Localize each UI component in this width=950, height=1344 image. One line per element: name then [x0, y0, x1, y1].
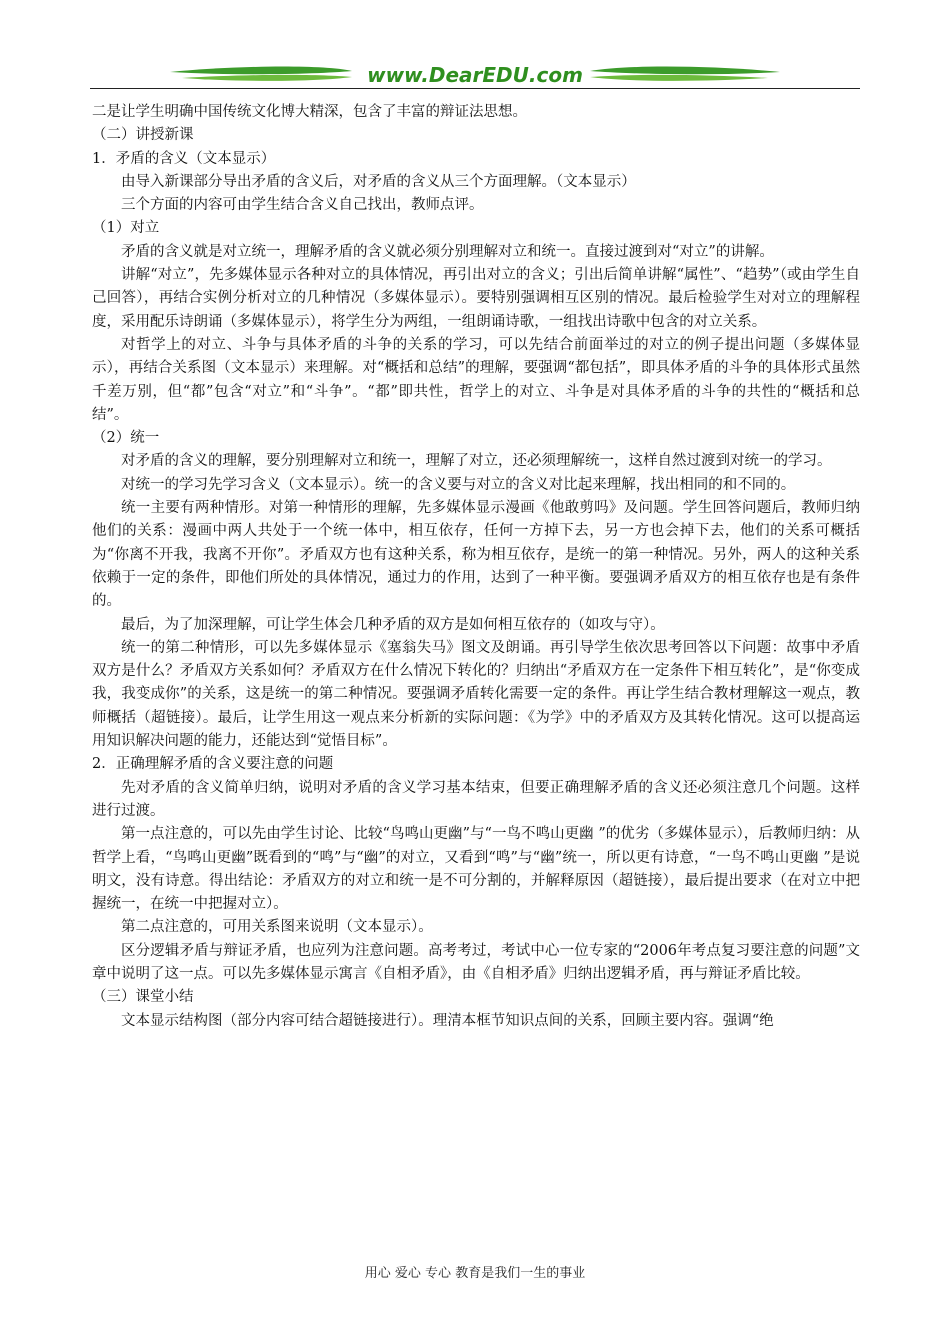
section-heading: （三）课堂小结 — [92, 989, 194, 1006]
site-logo-text: www.DearEDU.com — [367, 63, 583, 87]
paragraph: 三个方面的内容可由学生结合含义自己找出，教师点评。 — [121, 197, 484, 214]
paragraph: 矛盾的含义就是对立统一，理解矛盾的含义就必须分别理解对立和统一。直接过渡到对“对立”的讲解。 — [121, 243, 774, 260]
paragraph: 二是让学生明确中国传统文化博大精深，包含了丰富的辩证法思想。 — [92, 104, 527, 120]
document-body — [92, 101, 860, 1033]
section-heading: （2）统一 — [92, 430, 160, 447]
paragraph: 对矛盾的含义的理解，要分别理解对立和统一，理解了对立，还必须理解统一，这样自然过渡到对统一的学习。 — [121, 453, 832, 470]
paragraph: 第一点注意的，可以先由学生讨论、比较“鸟鸣山更幽”与“一鸟不鸣山更幽 ”的优劣（多媒体显示），后教师归纳：从哲学上看，“鸟鸣山更幽”既看到的“鸣”与“幽”的对立，又看到“鸣”与“幽”统一，所以更有诗意，“一鸟不鸣山更幽 ”是说明文，没有诗意。得出结论：矛盾双方的对立和统一是不可分割的，并解释原因（超链接），最后提出要求（在对立中把握统一，在统一中把握对立）。 — [92, 826, 860, 913]
paragraph: 区分逻辑矛盾与辩证矛盾，也应列为注意问题。高考考过，考试中心一位专家的“2006年考点复习要注意的问题”文章中说明了这一点。可以先多媒体显示寓言《自相矛盾》，由《自相矛盾》归纳出逻辑矛盾，再与辩证矛盾比较。 — [92, 942, 860, 982]
paragraph: 对哲学上的对立、斗争与具体矛盾的斗争的关系的学习，可以先结合前面举过的对立的例子提出问题（多媒体显示），再结合关系图（文本显示）来理解。对“概括和总结”的理解，要强调“都包括”，即具体矛盾的斗争的具体形式虽然千差万别，但“都”包含“对立”和“斗争”。“都”即共性，哲学上的对立、斗争是对具体矛盾的斗争的共性的“概括和总结”。 — [92, 336, 860, 423]
paragraph: 最后，为了加深理解，可让学生体会几种矛盾的双方是如何相互依存的（如攻与守）。 — [121, 616, 665, 633]
section-heading: （二）讲授新课 — [92, 127, 194, 144]
section-heading: 2．正确理解矛盾的含义要注意的问题 — [92, 756, 334, 773]
paragraph: 由导入新课部分导出矛盾的含义后，对矛盾的含义从三个方面理解。（文本显示） — [121, 173, 636, 190]
paragraph: 统一主要有两种情形。对第一种情形的理解，先多媒体显示漫画《他敢剪吗》及问题。学生回答问题后，教师归纳他们的关系：漫画中两人共处于一个统一体中，相互依存，任何一方掉下去，另一方也会掉下去，他们的关系可概括为“你离不开我，我离不开你”。矛盾双方也有这种关系，称为相互依存，是统一的第一种情况。另外，两人的这种关系依赖于一定的条件，即他们所处的具体情况，通过力的作用，达到了一种平衡。要强调矛盾双方的相互依存也是有条件的。 — [92, 500, 860, 610]
paragraph: 讲解“对立”，先多媒体显示各种对立的具体情况，再引出对立的含义；引出后简单讲解“属性”、“趋势”（或由学生自己回答），再结合实例分析对立的几种情况（多媒体显示）。要特别强调相互区别的情况。最后检验学生对对立的理解程度，采用配乐诗朗诵（多媒体显示），将学生分为两组，一组朗诵诗歌，一组找出诗歌中包含的对立关系。 — [92, 267, 860, 330]
site-header-banner — [90, 58, 860, 92]
header-divider — [90, 88, 860, 89]
green-swoosh-logo — [90, 58, 860, 92]
paragraph: 统一的第二种情形，可以先多媒体显示《塞翁失马》图文及朗诵。再引导学生依次思考回答以下问题：故事中矛盾双方是什么？矛盾双方关系如何？矛盾双方在什么情况下转化的？归纳出“矛盾双方在一定条件下相互转化”，是“你变成我，我变成你”的关系，这是统一的第二种情况。要强调矛盾转化需要一定的条件。再让学生结合教材理解这一观点，教师概括（超链接）。最后，让学生用这一观点来分析新的实际问题：《为学》中的矛盾双方及其转化情况。这可以提高运用知识解决问题的能力，还能达到“觉悟目标”。 — [92, 639, 860, 750]
paragraph: 先对矛盾的含义简单归纳，说明对矛盾的含义学习基本结束，但要正确理解矛盾的含义还必须注意几个问题。这样进行过渡。 — [92, 779, 860, 819]
section-heading: 1．矛盾的含义（文本显示） — [92, 150, 276, 167]
page-footer: 用心 爱心 专心 教育是我们一生的事业 — [364, 1266, 586, 1281]
section-heading: （1）对立 — [92, 220, 160, 237]
paragraph: 文本显示结构图（部分内容可结合超链接进行）。理清本框节知识点间的关系，回顾主要内容。强调“绝 — [121, 1012, 774, 1029]
paragraph: 对统一的学习先学习含义（文本显示）。统一的含义要与对立的含义对比起来理解，找出相同的和不同的。 — [121, 476, 796, 493]
paragraph: 第二点注意的，可用关系图来说明（文本显示）。 — [121, 919, 433, 936]
